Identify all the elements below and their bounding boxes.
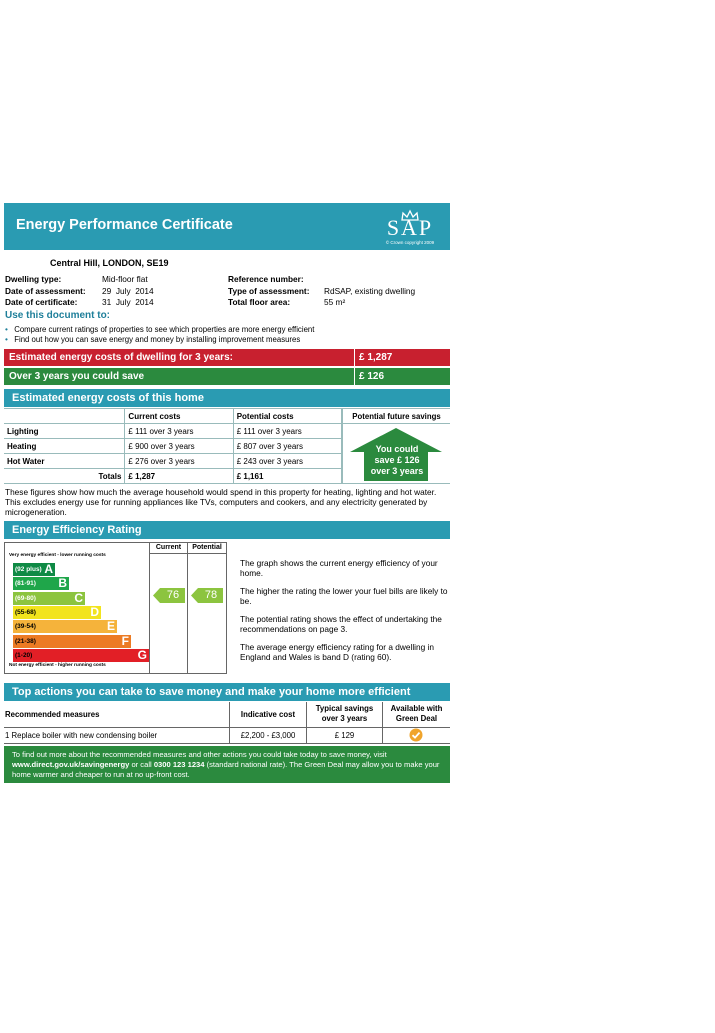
costs-note: These figures show how much the average household would spend in this property for heating, lighting and hot water. This excludes energy use for running appliances like TVs, computers and cookers, and any electricity generated by microgeneration. (5, 487, 437, 517)
current-cost: £ 111 over 3 years (125, 424, 233, 439)
savings-arrow-line: save £ 126 (374, 455, 420, 465)
indicative-cost: £2,200 - £3,000 (240, 731, 296, 740)
rating-band-f (13, 635, 131, 648)
property-address: Central Hill, LONDON, SE19 (50, 258, 169, 268)
footer-line1: To find out more about the recommended measures and other actions you could take today to save money, visit (12, 750, 387, 759)
floor-area-label: Total floor area: (228, 297, 291, 307)
table-row (4, 424, 342, 439)
band-letter: E (106, 619, 115, 634)
rating-explanation (240, 558, 450, 662)
band-range: (21-38) (15, 637, 36, 645)
assessment-date-label: Date of assessment: (5, 286, 86, 296)
band-letter: D (90, 604, 99, 619)
certificate-date-value: 31 July 2014 (102, 297, 154, 307)
potential-cost: £ 243 over 3 years (233, 454, 341, 469)
typical-savings: £ 129 (334, 731, 355, 740)
floor-area-value: 55 m² (324, 297, 346, 307)
column-header: Potential costs (233, 409, 341, 424)
current-cost: £ 900 over 3 years (125, 439, 233, 454)
current-rating-value: 76 (166, 589, 180, 601)
column-header: Current costs (125, 409, 233, 424)
reference-label: Reference number: (228, 274, 304, 284)
savings-value: £ 126 (354, 368, 388, 385)
current-cost: £ 276 over 3 years (125, 454, 233, 469)
bullet-text: Find out how you can save energy and money by installing improvement measures (14, 335, 301, 344)
estimated-costs-value: £ 1,287 (354, 349, 396, 366)
band-letter: B (58, 576, 67, 591)
logo-text: SAP (386, 215, 434, 240)
measure-text: 1 Replace boiler with new condensing boiler (5, 731, 158, 740)
bullet-icon: • (5, 334, 8, 344)
savings-arrow-line: over 3 years (370, 466, 424, 476)
certificate-date-label: Date of certificate: (5, 297, 78, 307)
rating-band-b (13, 577, 69, 590)
footer-line2: (standard national rate). The Green Deal may allow you to make your home warmer and cheaper to run at no up-front cost. (12, 760, 440, 779)
future-savings-box (342, 424, 450, 484)
rating-band-c (13, 592, 85, 605)
use-document-heading: Use this document to: (5, 310, 111, 321)
rating-text: The higher the rating the lower your fuel bills are likely to be. (240, 586, 448, 606)
potential-rating-arrow (191, 588, 223, 603)
column-header: Available with Green Deal (390, 704, 443, 723)
table-row (4, 439, 342, 454)
estimated-costs-label: Estimated energy costs of dwelling for 3 years: (9, 352, 233, 363)
future-savings-header: Potential future savings (342, 408, 450, 424)
use-document-bullet (5, 334, 300, 344)
costs-section-header: Estimated energy costs of this home (4, 389, 450, 407)
green-deal-check-icon (409, 728, 423, 742)
band-range: (92 plus) (15, 566, 42, 573)
table-row (4, 454, 342, 469)
savings-label: Over 3 years you could save (9, 371, 145, 382)
current-rating-arrow (153, 588, 185, 603)
page-title: Energy Performance Certificate (16, 217, 233, 233)
rating-band-d (13, 606, 101, 619)
top-caption: Very energy efficient - lower running costs (9, 553, 106, 558)
savings-bar (4, 368, 450, 385)
dwelling-type-label: Dwelling type: (5, 274, 62, 284)
row-label: Hot Water (4, 454, 125, 469)
assessment-date-value: 29 July 2014 (102, 286, 154, 296)
bottom-caption: Not energy efficient - higher running costs (9, 663, 106, 668)
column-header: Indicative cost (240, 710, 296, 719)
band-range: (55-68) (15, 608, 36, 616)
sap-logo (379, 209, 441, 247)
rating-band-e (13, 620, 117, 633)
potential-rating-value: 78 (204, 589, 218, 601)
assessment-type-label: Type of assessment: (228, 286, 310, 296)
column-header: Typical savings over 3 years (315, 704, 374, 723)
certificate-header (4, 203, 450, 250)
rating-chart (4, 542, 227, 674)
band-letter: G (137, 647, 147, 662)
row-label: Heating (4, 439, 125, 454)
assessment-type-value: RdSAP, existing dwelling (324, 286, 416, 296)
band-letter: C (74, 590, 83, 605)
rating-text: The average energy efficiency rating for a dwelling in England and Wales is band D (rating 60). (240, 642, 435, 662)
footer-url-link[interactable]: www.direct.gov.uk/savingenergy (12, 760, 130, 769)
footer-info (4, 746, 450, 783)
total-current: £ 1,287 (125, 469, 233, 484)
band-range: (1-20) (15, 651, 33, 659)
rating-text: The potential rating shows the effect of undertaking the recommendations on page 3. (240, 614, 442, 634)
actions-section-header: Top actions you can take to save money and make your home more efficient (4, 683, 450, 701)
current-column-header: Current (155, 544, 182, 551)
rating-section-header: Energy Efficiency Rating (4, 521, 450, 539)
rating-text: The graph shows the current energy efficiency of your home. (240, 558, 438, 578)
table-row (4, 409, 342, 424)
bullet-text: Compare current ratings of properties to see which properties are more energy efficient (14, 325, 315, 334)
total-potential: £ 1,161 (233, 469, 341, 484)
actions-table (4, 702, 450, 744)
row-label: Lighting (4, 424, 125, 439)
band-range: (69-80) (15, 594, 36, 602)
bullet-icon: • (5, 324, 8, 334)
band-letter: F (121, 633, 129, 648)
rating-band-a (13, 563, 55, 576)
band-range: (39-54) (15, 623, 36, 631)
footer-middle: or call (129, 760, 154, 769)
totals-label: Totals (4, 469, 125, 484)
dwelling-type-value: Mid-floor flat (102, 274, 148, 284)
potential-cost: £ 111 over 3 years (233, 424, 341, 439)
estimated-costs-bar (4, 349, 450, 366)
use-document-bullet (5, 324, 314, 334)
savings-arrow-text (343, 444, 451, 477)
column-header: Recommended measures (5, 710, 100, 719)
potential-cost: £ 807 over 3 years (233, 439, 341, 454)
table-row (4, 469, 342, 484)
copyright-text: © Crown copyright 2009 (385, 240, 435, 245)
rating-band-g (13, 649, 149, 662)
band-range: (81-91) (15, 580, 36, 588)
band-letter: A (44, 562, 53, 576)
savings-arrow-line: You could (375, 444, 419, 454)
costs-table (4, 408, 342, 484)
footer-phone: 0300 123 1234 (153, 760, 205, 769)
potential-column-header: Potential (192, 544, 222, 551)
